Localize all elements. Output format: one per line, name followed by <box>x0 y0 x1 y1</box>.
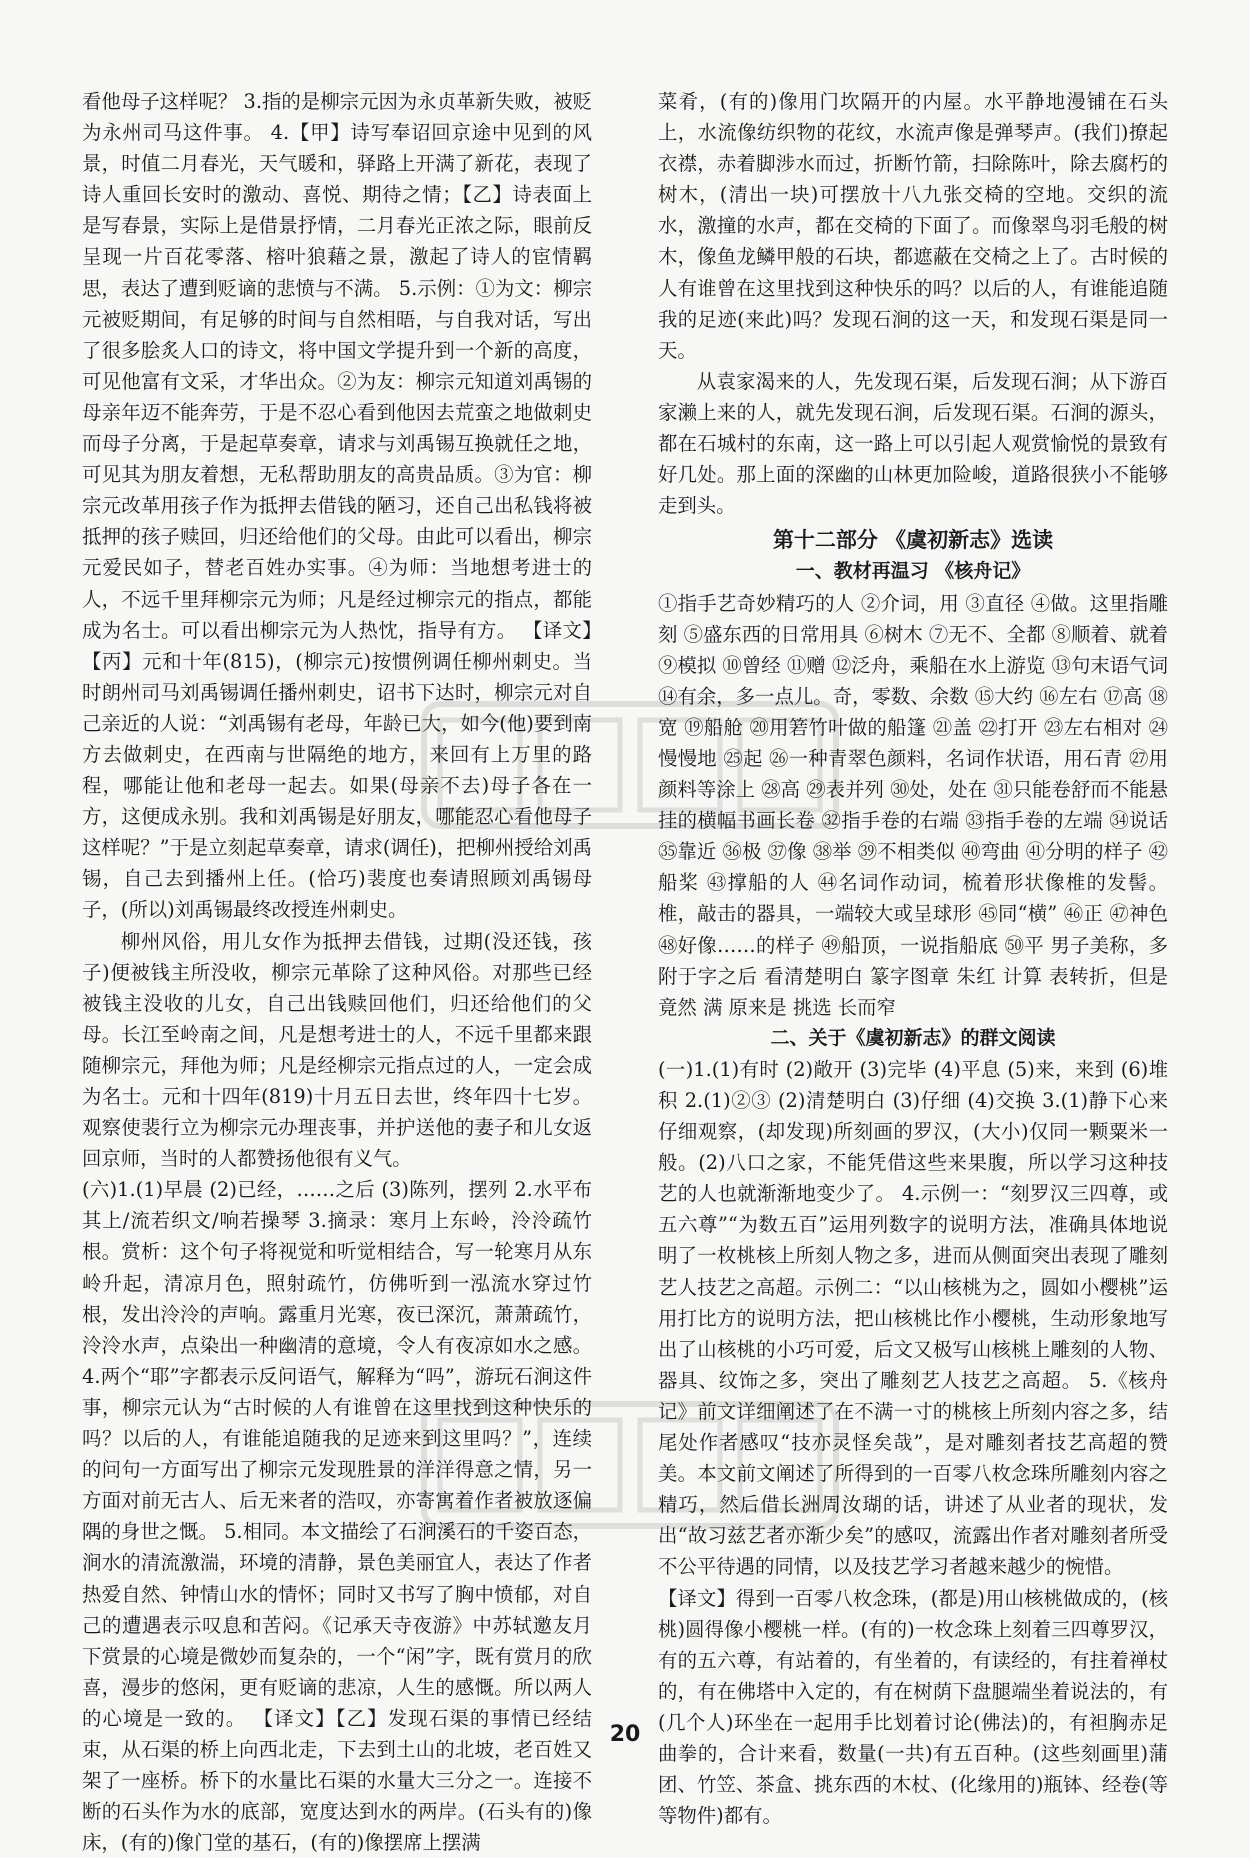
left-column <box>82 86 592 1855</box>
left-paragraph-1: 看他母子这样呢？ 3.指的是柳宗元因为永贞革新失败，被贬为永州司马这件事。 4.【甲】诗写奉诏回京途中见到的风景，时值二月春光，天气暖和，驿路上开满了新花，表现了诗人重回长安时的激动、喜悦、期待之情；【乙】诗表面上是写春景，实际上是借景抒情，二月春光正浓之际，眼前反呈现一片百花零落、榕叶狼藉之景，激起了诗人的宦情羁思，表达了遭到贬谪的悲愤与不满。 5.示例：①为文：柳宗元被贬期间，有足够的时间与自然相晤，与自我对话，写出了很多脍炙人口的诗文，将中国文学提升到一个新的高度，可见他富有文采，才华出众。②为友：柳宗元知道刘禹锡的母亲年迈不能奔劳，于是不忍心看到他因去荒蛮之地做刺史而母子分离，于是起草奏章，请求与刘禹锡互换就任之地，可见其为朋友着想，无私帮助朋友的高贵品质。③为官：柳宗元改革用孩子作为抵押去借钱的陋习，还自己出私钱将被抵押的孩子赎回，归还给他们的父母。由此可以看出，柳宗元爱民如子，替老百姓办实事。④为师：当地想考进士的人，不远千里拜柳宗元为师；凡是经过柳宗元的指点，都能成为名士。可以看出柳宗元为人热忱，指导有方。 【译文】【丙】元和十年(815)，(柳宗元)按惯例调任柳州刺史。当时朗州司马刘禹锡调任播州刺史，诏书下达时，柳宗元对自己亲近的人说：“刘禹锡有老母，年龄已大，如今(他)要到南方去做刺史，在西南与世隔绝的地方，来回有上万里的路程，哪能让他和老母一起去。如果(母亲不去)母子各在一方，这便成永别。我和刘禹锡是好朋友，哪能忍心看他母子这样呢？”于是立刻起草奏章，请求(调任)，把柳州授给刘禹锡，自己去到播州上任。(恰巧)裴度也奏请照顾刘禹锡母子，(所以)刘禹锡最终改授连州刺史。 <box>82 90 592 922</box>
right-paragraph-1: 菜肴，(有的)像用门坎隔开的内屋。水平静地漫铺在石头上，水流像纺织物的花纹，水流声像是弹琴声。(我们)撩起衣襟，赤着脚涉水而过，折断竹箭，扫除陈叶，除去腐朽的树木，(清出一块)可摆放十八九张交椅的空地。交织的流水，激撞的水声，都在交椅的下面了。而像翠鸟羽毛般的树木，像鱼龙鳞甲般的石块，都遮蔽在交椅之上了。古时候的人有谁曾在这里找到这种快乐的吗？以后的人，有谁能追随我的足迹(来此)吗？发现石涧的这一天，和发现石渠是同一天。 <box>658 90 1168 362</box>
right-paragraph-3: ①指手艺奇妙精巧的人 ②介词，用 ③直径 ④做。这里指雕刻 ⑤盛东西的日常用具 ⑥树木 ⑦无不、全都 ⑧顺着、就着 ⑨模拟 ⑩曾经 ⑪赠 ⑫泛舟，乘船在水上游览 ⑬句末语气词 ⑭有余，多一点儿。奇，零数、余数 ⑮大约 ⑯左右 ⑰高 ⑱宽 ⑲船舱 ⑳用箬竹叶做的船篷 ㉑盖 ㉒打开 ㉓左右相对 ㉔慢慢地 ㉕起 ㉖一种青翠色颜料，名词作状语，用石青 ㉗用颜料等涂上 ㉘高 ㉙表并列 ㉚处，处在 ㉛只能卷舒而不能悬挂的横幅书画长卷 ㉜指手卷的右端 ㉝指手卷的左端 ㉞说话 ㉟靠近 ㊱极 ㊲像 ㊳举 ㊴不相类似 ㊵弯曲 ㊶分明的样子 ㊷船桨 ㊸撑船的人 ㊹名词作动词，梳着形状像椎的发髻。椎，敲击的器具，一端较大或呈球形 ㊺同“横” ㊻正 ㊼神色 ㊽好像……的样子 ㊾船顶，一说指船底 ㊿平 男子美称，多附于字之后 看清楚明白 篆字图章 朱红 计算 表转折，但是 竟然 满 原来是 挑选 长而窄 <box>658 591 1168 1019</box>
right-column <box>658 86 1168 1828</box>
right-paragraph-5: 【译文】得到一百零八枚念珠，(都是)用山核桃做成的，(核桃)圆得像小樱桃一样。(有的)一枚念珠上刻着三四尊罗汉，有的五六尊，有站着的，有坐着的，有读经的，有拄着禅杖的，有在佛塔中入定的，有在树荫下盘腿端坐着说法的，有(几个人)环坐在一起用手比划着讨论(佛法)的，有袒胸赤足曲拳的，合计来看，数量(一共)有五百种。(这些刻画里)蒲团、竹笠、茶盒、挑东西的木杖、(化缘用的)瓶钵、经卷(等等物件)都有。 <box>658 1586 1168 1828</box>
section-subheading-1: 一、教材再温习 《核舟记》 <box>795 560 1031 583</box>
section-subheading-2: 二、关于《虞初新志》的群文阅读 <box>770 1026 1056 1049</box>
right-paragraph-4: (一)1.(1)有时 (2)敞开 (3)完毕 (4)平息 (5)来，来到 (6)堆积 2.(1)②③ (2)清楚明白 (3)仔细 (4)交换 3.(1)静下心来仔细观察，(却发现)所刻画的罗汉，(大小)仅同一颗粟米一般。(2)八口之家，不能凭借这些来果腹，所以学习这种技艺的人也就渐渐地变少了。 4.示例一：“刻罗汉三四尊，或五六尊”“为数五百”运用列数字的说明方法，准确具体地说明了一枚桃核上所刻人物之多，进而从侧面突出表现了雕刻艺人技艺之高超。示例二：“以山核桃为之，圆如小樱桃”运用打比方的说明方法，把山核桃比作小樱桃，生动形象地写出了山核桃的小巧可爱，后文又极写山核桃上雕刻的人物、器具、纹饰之多，突出了雕刻艺人技艺之高超。 5.《核舟记》前文详细阐述了在不满一寸的桃核上所刻内容之多，结尾处作者感叹“技亦灵怪矣哉”，是对雕刻者技艺高超的赞美。本文前文阐述了所得到的一百零八枚念珠所雕刻内容之精巧，然后借长洲周汝瑚的话，讲述了从业者的现状，发出“故习兹艺者亦渐少矣”的感叹，流露出作者对雕刻者所受不公平待遇的同情，以及技艺学习者越来越少的惋惜。 <box>658 1057 1168 1579</box>
right-paragraph-2: 从袁家渴来的人，先发现石渠，后发现石涧；从下游百家濑上来的人，就先发现石涧，后发现石渠。石涧的源头，都在石城村的东南，这一路上可以引起人观赏愉悦的景致有好几处。那上面的深幽的山林更加险峻，道路很狭小不能够走到头。 <box>658 369 1168 518</box>
left-paragraph-2: 柳州风俗，用儿女作为抵押去借钱，过期(没还钱，孩子)便被钱主所没收，柳宗元革除了这种风俗。对那些已经被钱主没收的儿女，自己出钱赎回他们，归还给他们的父母。长江至岭南之间，凡是想考进士的人，不远千里都来跟随柳宗元，拜他为师；凡是经柳宗元指点过的人，一定会成为名士。元和十四年(819)十月五日去世，终年四十七岁。观察使裴行立为柳宗元办理丧事，并护送他的妻子和儿女返回京师，当时的人都赞扬他很有义气。 <box>82 929 592 1171</box>
left-paragraph-3: (六)1.(1)早晨 (2)已经，……之后 (3)陈列，摆列 2.水平布其上/流若织文/响若操琴 3.摘录：寒月上东岭，泠泠疏竹根。赏析：这个句子将视觉和听觉相结合，写一轮寒月从东岭升起，清凉月色，照射疏竹，仿佛听到一泓流水穿过竹根，发出泠泠的声响。露重月光寒，夜已深沉，萧萧疏竹，泠泠水声，点染出一种幽清的意境，令人有夜凉如水之感。 4.两个“耶”字都表示反问语气，解释为“吗”，游玩石涧这件事，柳宗元认为“古时候的人有谁曾在这里找到这种快乐的吗？以后的人，有谁能追随我的足迹来到这里吗？”，连续的问句一方面写出了柳宗元发现胜景的洋洋得意之情，另一方面对前无古人、后无来者的浩叹，亦寄寓着作者被放逐偏隅的身世之慨。 5.相同。本文描绘了石涧溪石的千姿百态，涧水的清流激湍，环境的清静，景色美丽宜人，表达了作者热爱自然、钟情山水的情怀；同时又书写了胸中愤郁，对自己的遭遇表示叹息和苦闷。《记承天寺夜游》中苏轼邀友月下赏景的心境是微妙而复杂的，一个“闲”字，既有赏月的欣喜，漫步的悠闲，更有贬谪的悲凉，人生的感慨。所以两人的心境是一致的。 【译文】【乙】发现石渠的事情已经结束，从石渠的桥上向西北走，下去到土山的北坡，老百姓又架了一座桥。桥下的水量比石渠的水量大三分之一。连接不断的石头作为水的底部，宽度达到水的两岸。(石头有的)像床，(有的)像门堂的基石，(有的)像摆席上摆满 <box>82 1178 592 1855</box>
section-heading: 第十二部分 《虞初新志》选读 <box>772 528 1054 553</box>
page-number: 20 <box>609 1722 641 1747</box>
